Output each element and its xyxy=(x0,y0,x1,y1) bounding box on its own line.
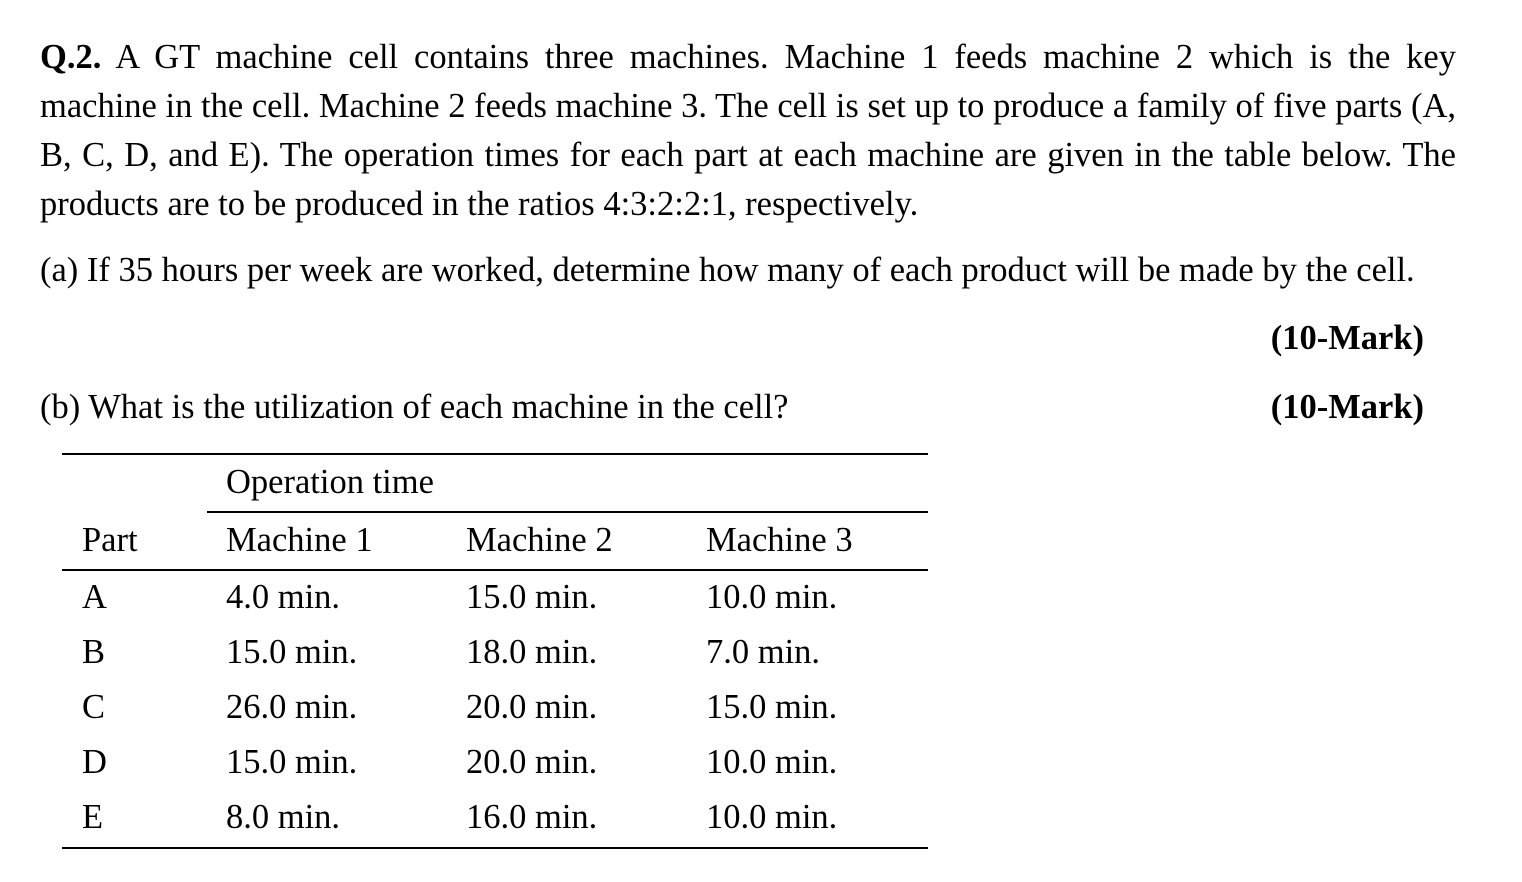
row-a-part: A xyxy=(82,578,107,616)
row-e-machine-3: 10.0 min. xyxy=(706,798,838,836)
row-b-machine-3: 7.0 min. xyxy=(706,633,821,671)
table-bottom-rule xyxy=(62,847,928,849)
row-b-machine-2: 18.0 min. xyxy=(466,633,598,671)
row-c-machine-1: 26.0 min. xyxy=(226,688,358,726)
row-d-part: D xyxy=(82,743,107,781)
span-header-rule xyxy=(207,511,928,513)
question-paragraph xyxy=(40,33,1456,229)
row-a-machine-3: 10.0 min. xyxy=(706,578,838,616)
row-a-machine-1: 4.0 min. xyxy=(226,578,341,616)
header-machine-1: Machine 1 xyxy=(226,521,373,559)
row-e-part: E xyxy=(82,798,104,836)
table-top-rule xyxy=(62,453,928,455)
row-c-machine-3: 15.0 min. xyxy=(706,688,838,726)
row-e-machine-1: 8.0 min. xyxy=(226,798,341,836)
row-d-machine-1: 15.0 min. xyxy=(226,743,358,781)
row-b-part: B xyxy=(82,633,106,671)
header-machine-3: Machine 3 xyxy=(706,521,853,559)
row-d-machine-2: 20.0 min. xyxy=(466,743,598,781)
row-e-machine-2: 16.0 min. xyxy=(466,798,598,836)
part-b-mark: (10-Mark) xyxy=(1270,388,1424,426)
part-a-mark: (10-Mark) xyxy=(1270,319,1424,357)
header-machine-2: Machine 2 xyxy=(466,521,613,559)
span-header-operation-time: Operation time xyxy=(226,463,434,501)
header-rule xyxy=(62,569,928,571)
row-c-machine-2: 20.0 min. xyxy=(466,688,598,726)
part-b-text: (b) What is the utilization of each machine in the cell? xyxy=(40,388,789,426)
row-c-part: C xyxy=(82,688,106,726)
part-a-text: (a) If 35 hours per week are worked, determine how many of each product will be made by the cell. xyxy=(40,251,1415,289)
row-a-machine-2: 15.0 min. xyxy=(466,578,598,616)
row-d-machine-3: 10.0 min. xyxy=(706,743,838,781)
question-number: Q.2. xyxy=(40,38,102,76)
question-text: A GT machine cell contains three machines. Machine 1 feeds machine 2 which is the key machine in the cell. Machine 2 feeds machine 3. The cell is set up to produce a family of five parts (A, B, C, D, and E). The operation times for each part at each machine are given in the table below. The products are to be produced in the ratios 4:3:2:2:1, respectively. xyxy=(40,38,1456,223)
row-b-machine-1: 15.0 min. xyxy=(226,633,358,671)
header-part: Part xyxy=(82,521,138,559)
